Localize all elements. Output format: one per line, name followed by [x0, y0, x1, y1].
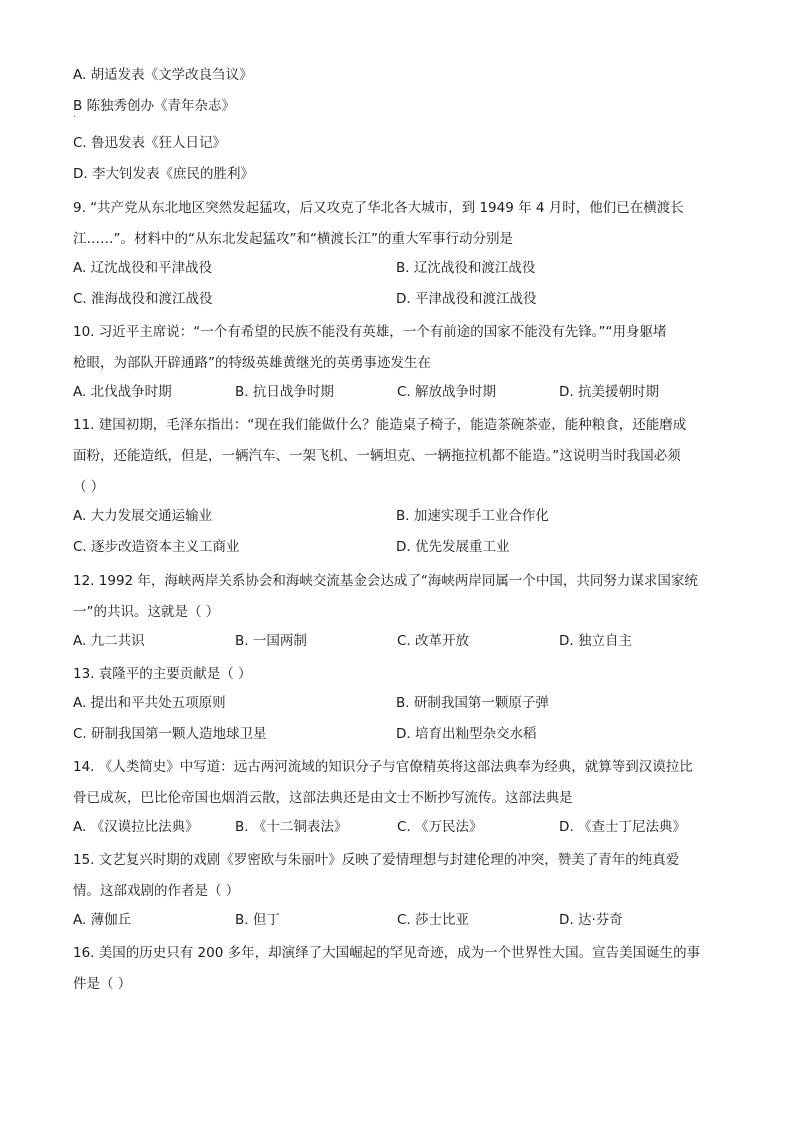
option-d: D. 达·芬奇 [559, 912, 623, 929]
option-b: B. 辽沈战役和渡江战役 [396, 259, 536, 276]
options-row [73, 379, 723, 405]
options-row [73, 721, 723, 747]
option-b: B. 加速实现手工业合作化 [396, 508, 549, 525]
exam-page [73, 62, 723, 1000]
option-b: B. 《十二铜表法》 [235, 819, 348, 836]
option-c: C. 淮海战役和渡江战役 [73, 290, 213, 307]
question-12 [73, 566, 723, 654]
question-stem-line: 13. 袁隆平的主要贡献是（ ） [73, 665, 252, 682]
option-d: D. 培育出籼型杂交水稻 [396, 725, 537, 742]
options-row [73, 255, 723, 281]
question-stem-line: 14. 《人类简史》中写道：远古两河流域的知识分子与官僚精英将这部法典奉为经典，就算等到汉谟拉比 [73, 759, 693, 776]
option-c: C. 逐步改造资本主义工商业 [73, 539, 240, 556]
q8-option-d: D. 李大钊发表《庶民的胜利》 [73, 166, 254, 183]
option-d: D. 优先发展重工业 [396, 539, 510, 556]
question-stem-line: 12. 1992 年，海峡两岸关系协会和海峡交流基金会达成了“海峡两岸同属一个中国，共同努力谋求国家统 [73, 572, 698, 589]
q8-option-b: B 陈独秀创办《青年杂志》 [73, 98, 236, 115]
option-d: D. 《查士丁尼法典》 [559, 819, 686, 836]
option-d: D. 平津战役和渡江战役 [396, 290, 537, 307]
option-a: A. 北伐战争时期 [73, 383, 172, 400]
question-11 [73, 410, 723, 560]
question-10 [73, 317, 723, 405]
option-b: B. 但丁 [235, 912, 280, 929]
option-b: B. 一国两制 [235, 632, 307, 649]
option-d: D. 独立自主 [559, 632, 632, 649]
question-stem-line: 情。这部戏剧的作者是（ ） [73, 883, 240, 900]
q8-option-a: A. 胡适发表《文学改良刍议》 [73, 67, 253, 83]
options-row [73, 503, 723, 529]
stray-mark: · [73, 112, 77, 124]
option-b: B. 研制我国第一颗原子弹 [396, 694, 549, 711]
option-a: A. 九二共识 [73, 632, 145, 649]
option-a: A. 《汉谟拉比法典》 [73, 819, 199, 836]
question-stem-line: 面粉，还能造纸，但是，一辆汽车、一架飞机、一辆坦克、一辆拖拉机都不能造。”这说明当时我国必须 [73, 448, 681, 465]
options-row [73, 814, 723, 840]
option-c: C. 《万民法》 [397, 819, 483, 836]
option-c: C. 研制我国第一颗人造地球卫星 [73, 725, 267, 742]
option-c: C. 莎士比亚 [397, 912, 470, 929]
question-stem-line: 件是（ ） [73, 976, 132, 993]
option-a: A. 辽沈战役和平津战役 [73, 259, 213, 276]
options-row [73, 628, 723, 654]
question-stem-line: 15. 文艺复兴时期的戏剧《罗密欧与朱丽叶》反映了爱情理想与封建伦理的冲突，赞美了青年的纯真爱 [73, 852, 680, 869]
question-16 [73, 938, 723, 1000]
question-stem-line: 10. 习近平主席说：“一个有希望的民族不能没有英雄，一个有前途的国家不能没有先锋。”“用身躯堵 [73, 323, 667, 340]
question-15 [73, 845, 723, 933]
options-row [73, 286, 723, 312]
question-stem-line: 9. “共产党从东北地区突然发起猛攻，后又攻克了华北各大城市，到 1949 年 4 月时，他们已在横渡长 [73, 199, 684, 216]
options-row [73, 534, 723, 560]
option-a: A. 提出和平共处五项原则 [73, 694, 226, 711]
question-stem-line: 枪眼，为部队开辟通路”的特级英雄黄继光的英勇事迹发生在 [73, 354, 431, 371]
option-d: D. 抗美援朝时期 [559, 383, 659, 400]
option-c: C. 改革开放 [397, 632, 470, 649]
options-row [73, 690, 723, 716]
option-a: A. 大力发展交通运输业 [73, 508, 213, 525]
question-14 [73, 752, 723, 840]
options-row [73, 907, 723, 933]
option-c: C. 解放战争时期 [397, 383, 497, 400]
question-13 [73, 659, 723, 747]
question-stem-line: 16. 美国的历史只有 200 多年，却演绎了大国崛起的罕见奇迹，成为一个世界性大国。宣告美国诞生的事 [73, 945, 701, 962]
question-stem-line: 一”的共识。这就是（ ） [73, 603, 220, 620]
option-b: B. 抗日战争时期 [235, 383, 334, 400]
option-a: A. 薄伽丘 [73, 912, 132, 929]
question-stem-line: 骨已成灰，巴比伦帝国也烟消云散，这部法典还是由文士不断抄写流传。这部法典是 [73, 790, 573, 807]
question-stem-line: 江……”。材料中的“从东北发起猛攻”和“横渡长江”的重大军事行动分别是 [73, 230, 513, 247]
question-stem-line: （ ） [73, 479, 105, 496]
question-stem-line: 11. 建国初期，毛泽东指出：“现在我们能做什么？能造桌子椅子，能造茶碗茶壶，能种粮食，还能磨成 [73, 417, 687, 434]
q8-option-c: C. 鲁迅发表《狂人日记》 [73, 135, 227, 152]
question-9 [73, 193, 723, 312]
